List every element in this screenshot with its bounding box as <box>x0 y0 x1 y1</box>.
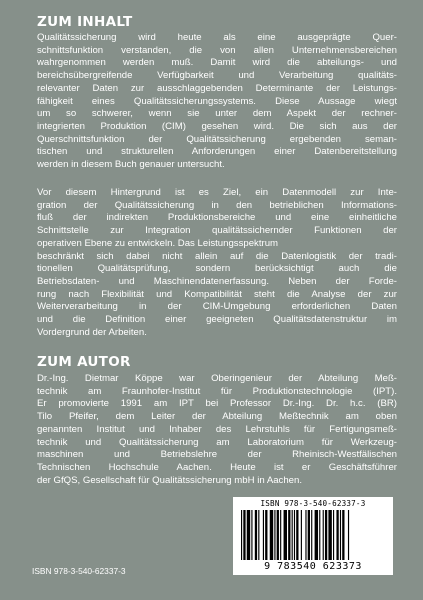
text-line: fluß der indirekten Produktionsbereiche und eine einheitliche <box>37 212 397 224</box>
barcode-isbn-label: ISBN 978-3-540-62337-3 <box>260 499 366 508</box>
text-line: Dr.-Ing. Dietmar Köppe war Oberingenieur der Abteilung Meß- <box>37 373 397 384</box>
text-line: Er promovierte 1991 am IPT bei Professor Dr.-Ing. Dr. h.c. (BR) <box>37 398 397 410</box>
text-line: und die Definition einer geeigneten Qualitätsdatenstruktur im <box>37 314 397 326</box>
text-line: Betriebsdaten- und Maschinendatenerfassung. Neben der Forde- <box>37 275 397 287</box>
autor-paragraph <box>37 373 397 487</box>
text-line: Weiterverarbeitung in der CIM-Umgebung erforderlichen Daten <box>37 301 397 313</box>
text-line: relevanter Daten zur ausschlaggebenden Determinante der Leistungs- <box>37 82 397 94</box>
text-line: gration der Qualitätssicherung in den betrieblichen Informations- <box>37 199 397 211</box>
text-line: maschinen und Betriebslehre der Rheinisch-Westfälischen <box>37 449 397 461</box>
text-line: Vordergrund der Arbeiten. <box>37 326 147 338</box>
text-line: bereichsübergreifende Verfügbarkeit und Verarbeitung qualitäts- <box>37 70 397 82</box>
text-line: Vor diesem Hintergrund ist es Ziel, ein Datenmodell zur Inte- <box>37 187 397 198</box>
text-line: technik und Qualitätssicherung am Laboratorium für Werkzeug- <box>37 436 397 448</box>
text-line: tischen und strukturellen Anforderungen einer Datenbereitstellung <box>37 146 397 158</box>
text-line: werden in diesem Buch genauer untersucht. <box>37 159 225 171</box>
text-line: Technischen Hochschule Aachen. Heute ist er Geschäftsführer <box>37 461 397 473</box>
text-line: tionellen Qualitätsprüfung, sondern berücksichtigt auch die <box>37 263 397 275</box>
text-line: integrierten Produktion (CIM) gesehen wird. Die sich aus der <box>37 120 397 132</box>
autor-heading: ZUM AUTOR <box>37 354 131 370</box>
text-line: Tilo Pfeifer, dem Leiter der Abteilung Meßtechnik am oben <box>37 411 397 423</box>
text-line: rung nach Flexibilität und Kompatibilität steht die Analyse der zur <box>37 288 397 300</box>
text-line: wahrgenommen werden muß. Damit wird die abteilungs- und <box>37 57 397 69</box>
text-line: Qualitätssicherung wird heute als eine ausgeprägte Quer- <box>37 32 397 43</box>
text-line: fähigkeit eines Qualitätssicherungssystems. Diese Aussage wiegt <box>37 95 397 107</box>
text-line: technik am Fraunhofer-Institut für Produktionstechnologie (IPT). <box>37 385 397 397</box>
text-line: Schnittstelle zur Integration qualitätssichernder Funktionen der <box>37 225 397 237</box>
text-line: operativen Ebene zu entwickeln. Das Leistungsspektrum <box>37 237 279 249</box>
text-line: genannten Institut und Inhaber des Lehrstuhls für Fertigungsmeß- <box>37 423 397 435</box>
barcode-digits: 9 783540 623373 <box>264 561 362 572</box>
barcode-icon <box>241 510 385 562</box>
text-line: um so schwerer, wenn sie unter dem Aspekt der rechner- <box>37 108 397 120</box>
text-line: der GfQS, Gesellschaft für Qualitätssicherung mbH in Aachen. <box>37 474 303 486</box>
text-line: beschränkt sich dabei nicht allein auf die Datenlogistik der tradi- <box>37 250 397 262</box>
inhalt-paragraph-2 <box>37 187 397 339</box>
text-line: Querschnittsfunktion der Qualitätssicherung ergebenden seman- <box>37 133 397 145</box>
inhalt-paragraph-1 <box>37 32 397 172</box>
inhalt-heading: ZUM INHALT <box>37 14 133 30</box>
text-line: schnittsfunktion verstanden, die von allen Unternehmensbereichen <box>37 44 397 56</box>
barcode-box <box>233 497 393 575</box>
footer-isbn: ISBN 978-3-540-62337-3 <box>32 566 126 576</box>
